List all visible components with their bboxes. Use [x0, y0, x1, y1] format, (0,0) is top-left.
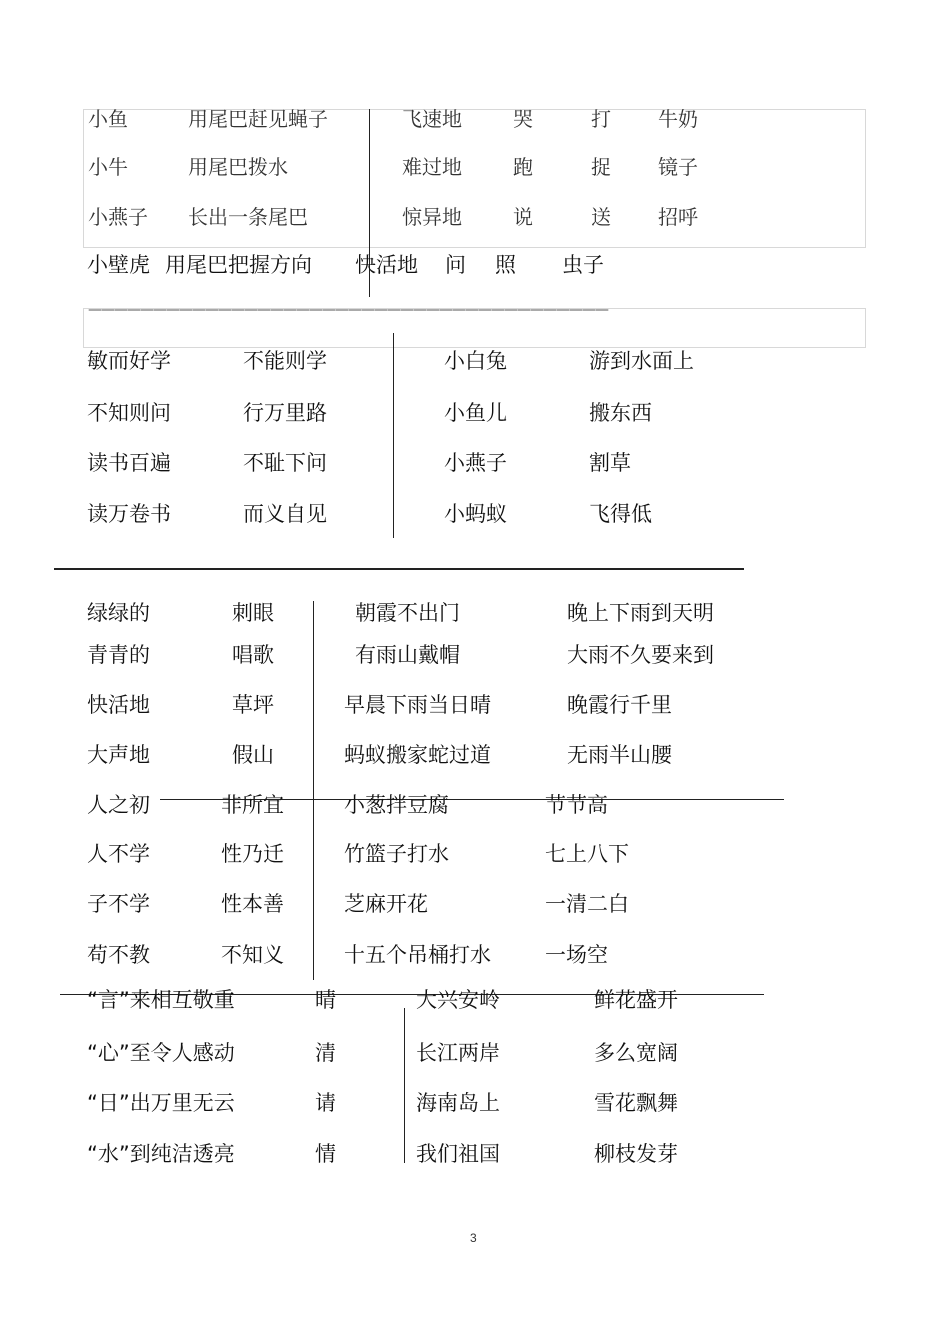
section-rule — [54, 568, 744, 570]
character-answer: 情 — [315, 1142, 336, 1166]
place-cell: 大兴安岭 — [416, 988, 500, 1012]
adverb-cell: 快活地 — [355, 253, 418, 277]
adverb-cell: 难过地 — [402, 155, 462, 179]
classic-start: 苟不教 — [87, 943, 150, 967]
right-match: 飞得低 — [589, 502, 652, 526]
character-answer: 晴 — [315, 988, 336, 1012]
right-match: 游到水面上 — [589, 349, 694, 373]
adjective-cell: 绿绿的 — [87, 601, 150, 625]
character-riddle: “言”来相互敬重 — [87, 988, 235, 1012]
proverb-start: 早晨下雨当日晴 — [344, 693, 491, 717]
verb2-cell: 打 — [591, 107, 611, 131]
verb-cell: 哭 — [513, 107, 533, 131]
character-answer: 清 — [315, 1041, 336, 1065]
character-riddle: “心”至令人感动 — [87, 1041, 235, 1065]
left-match: 而义自见 — [243, 502, 327, 526]
left-phrase: 读万卷书 — [87, 502, 171, 526]
proverb-end: 大雨不久要来到 — [567, 643, 714, 667]
adjective-cell: 青青的 — [87, 643, 150, 667]
tail-use-cell: 用尾巴赶见蝇子 — [188, 107, 328, 131]
classic-end: 非所宜 — [221, 793, 284, 817]
noun-cell: 虫子 — [562, 253, 604, 277]
right-match: 搬东西 — [589, 401, 652, 425]
adjective-cell: 快活地 — [87, 693, 150, 717]
proverb-end: 晚上下雨到天明 — [567, 601, 714, 625]
left-match: 行万里路 — [243, 401, 327, 425]
verb2-cell: 照 — [495, 253, 516, 277]
page-number: 3 — [470, 1231, 477, 1245]
classic-end: 性乃迁 — [221, 842, 284, 866]
proverb-end: 晚霞行千里 — [567, 693, 672, 717]
right-phrase: 小蚂蚁 — [444, 502, 507, 526]
animal-cell: 小鱼 — [88, 107, 128, 131]
scene-cell: 多么宽阔 — [594, 1041, 678, 1065]
verb-cell: 问 — [445, 253, 466, 277]
right-phrase: 小燕子 — [444, 451, 507, 475]
left-match: 不能则学 — [243, 349, 327, 373]
section2-divider — [393, 333, 394, 538]
animal-cell: 小牛 — [88, 155, 128, 179]
riddle-start: 十五个吊桶打水 — [344, 943, 491, 967]
adverb-cell: 惊异地 — [402, 205, 462, 229]
classic-start: 子不学 — [87, 892, 150, 916]
verb-cell: 说 — [513, 205, 533, 229]
tail-use-cell: 长出一条尾巴 — [188, 205, 308, 229]
riddle-end: 一场空 — [545, 943, 608, 967]
riddle-end: 七上八下 — [545, 842, 629, 866]
place-cell: 长江两岸 — [416, 1041, 500, 1065]
noun-cell: 草坪 — [232, 693, 274, 717]
character-answer: 请 — [315, 1091, 336, 1115]
left-phrase: 读书百遍 — [87, 451, 171, 475]
animal-cell: 小壁虎 — [87, 253, 150, 277]
section3-divider — [313, 601, 314, 980]
scene-cell: 雪花飘舞 — [594, 1091, 678, 1115]
classic-start: 人之初 — [87, 793, 150, 817]
riddle-end: 节节高 — [545, 793, 608, 817]
proverb-start: 有雨山戴帽 — [355, 643, 460, 667]
classic-start: 人不学 — [87, 842, 150, 866]
proverb-start: 朝霞不出门 — [355, 601, 460, 625]
scene-cell: 柳枝发芽 — [594, 1142, 678, 1166]
scene-cell: 鲜花盛开 — [594, 988, 678, 1012]
adjective-cell: 大声地 — [87, 743, 150, 767]
riddle-start: 芝麻开花 — [344, 892, 428, 916]
proverb-end: 无雨半山腰 — [567, 743, 672, 767]
tail-use-cell: 用尾巴拨水 — [188, 155, 288, 179]
adverb-cell: 飞速地 — [402, 107, 462, 131]
riddle-start: 小葱拌豆腐 — [344, 793, 449, 817]
character-riddle: “水”到纯洁透亮 — [87, 1142, 235, 1166]
right-match: 割草 — [589, 451, 631, 475]
place-cell: 海南岛上 — [416, 1091, 500, 1115]
tail-use-cell: 用尾巴把握方向 — [165, 253, 312, 277]
noun-cell: 招呼 — [658, 205, 698, 229]
noun-cell: 假山 — [232, 743, 274, 767]
riddle-start: 竹篮子打水 — [344, 842, 449, 866]
proverb-start: 蚂蚁搬家蛇过道 — [344, 743, 491, 767]
left-match: 不耻下问 — [243, 451, 327, 475]
section5-divider — [404, 1008, 405, 1163]
animal-cell: 小燕子 — [88, 205, 148, 229]
right-phrase: 小鱼儿 — [444, 401, 507, 425]
noun-cell: 唱歌 — [232, 643, 274, 667]
left-phrase: 敏而好学 — [87, 349, 171, 373]
noun-cell: 牛奶 — [658, 107, 698, 131]
dash-separator: ———————————————————————————————————————— — [88, 302, 608, 318]
right-phrase: 小白兔 — [444, 349, 507, 373]
place-cell: 我们祖国 — [416, 1142, 500, 1166]
classic-end: 性本善 — [221, 892, 284, 916]
verb2-cell: 送 — [591, 205, 611, 229]
classic-end: 不知义 — [221, 943, 284, 967]
verb-cell: 跑 — [513, 155, 533, 179]
riddle-end: 一清二白 — [545, 892, 629, 916]
character-riddle: “日”出万里无云 — [87, 1091, 235, 1115]
noun-cell: 刺眼 — [232, 601, 274, 625]
noun-cell: 镜子 — [658, 155, 698, 179]
verb2-cell: 捉 — [591, 155, 611, 179]
left-phrase: 不知则问 — [87, 401, 171, 425]
